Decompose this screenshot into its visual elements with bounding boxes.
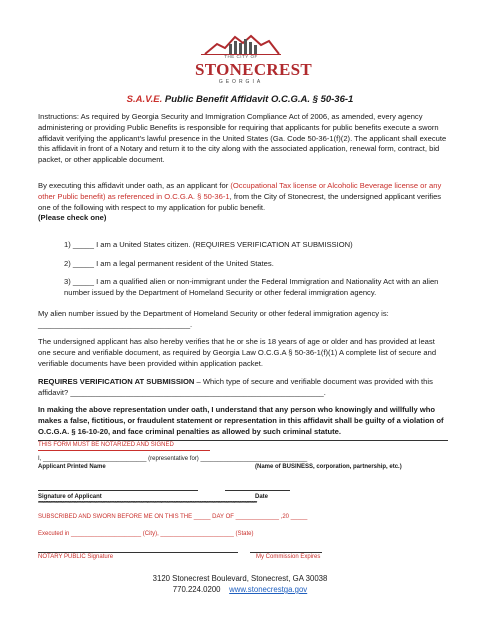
notarized-underline — [38, 450, 210, 451]
instructions-paragraph: Instructions: As required by Georgia Security and Immigration Compliance Act of 2006, as amended, every agency administering or providing Public Benefits is responsible for requiring that applicants for public benefits execute a sworn affidavit verifying the applicant’s lawful presence in the United States (Ga. Code 50-36-1(f)(2). The applicant shall execute this affidavit in front of a Notary and return it to the city along with the associated application, renewal form, contract, bid packet, or other applicable document. — [38, 112, 447, 165]
requires-verification[interactable] — [38, 377, 448, 399]
star-divider: ****************************************************************************************************************************** — [38, 501, 257, 507]
printed-name-label: Applicant Printed Name — [38, 464, 106, 470]
requires-bold: REQUIRES VERIFICATION AT SUBMISSION — [38, 377, 195, 386]
executing-paragraph — [38, 181, 448, 224]
requires-rest: – Which type of secure and verifiable document was provided with this affidavit? ____________________________________________________________. — [38, 377, 433, 397]
check-one: (Please check one) — [38, 213, 107, 223]
age-statement: The undersigned applicant has also hereby verifies that he or she is 18 years of age or older and has provided at least one secure and verifiable document, as required by Georgia Law O.C.G.A § 50-36-1(f)(1) A complete list of secure and verifiable documents have been provided within application packet. — [38, 337, 437, 368]
option-citizen[interactable]: 1) _____ I am a United States citizen. (REQUIRES VERIFICATION AT SUBMISSION) — [64, 240, 353, 249]
business-label: (Name of BUSINESS, corporation, partnership, etc.) — [255, 464, 402, 470]
option-qualified-alien[interactable]: 3) _____ I am a qualified alien or non-immigrant under the Federal Immigration and Nationality Act with an alien number issued by the Department of Homeland Security or other federal immigration agency. — [64, 277, 439, 297]
logo-state: GEORGIA — [218, 79, 264, 85]
footer-contact — [0, 585, 480, 594]
city-logo — [195, 32, 313, 90]
signature-line[interactable] — [38, 490, 198, 491]
executing-post: , from the City of Stonecrest, the undersigned applicant verifies one of the following with respect to my application for public benefit. — [38, 191, 442, 212]
title-rest: Public Benefit Affidavit O.C.G.A. § 50-36-1 — [162, 94, 354, 105]
warning-statement: In making the above representation under oath, I understand that any person who knowingly and willfully who makes a false, fictitious, or fraudulent statement or representation in this affidavit shall be guilty of a violation of O.C.G.A. § 16-10-20, and face criminal penalties as allowed by such criminal statute. — [38, 405, 444, 436]
sworn-line[interactable]: SUBSCRIBED AND SWORN BEFORE ME ON THIS THE _____ DAY OF _____________ ,20 _____ — [38, 514, 308, 520]
page-title — [0, 94, 480, 105]
date-line[interactable] — [225, 490, 290, 491]
logo-name: STONECREST — [195, 60, 313, 79]
notary-signature-label: NOTARY PUBLIC Signature — [38, 554, 114, 560]
notarized-note: THIS FORM MUST BE NOTARIZED AND SIGNED — [38, 442, 174, 448]
commission-label: My Commission Expires — [256, 554, 321, 560]
alien-number-line[interactable]: My alien number issued by the Department of Homeland Security or other federal immigration agency is: ____________________________________. — [38, 309, 389, 329]
footer-phone: 770.224.0200 — [172, 585, 221, 594]
date-label: Date — [255, 494, 269, 500]
signature-label: Signature of Applicant — [38, 494, 102, 500]
logo-city-of: THE CITY OF — [224, 54, 258, 59]
footer-address: 3120 Stonecrest Boulevard, Stonecrest, GA 30038 — [152, 574, 328, 583]
option-permanent-resident[interactable]: 2) _____ I am a legal permanent resident of the United States. — [64, 259, 274, 268]
title-save: S.A.V.E. — [126, 94, 163, 105]
executing-red: (Occupational Tax license or Alcoholic Beverage license or any other Public benefit) as referenced in O.C.G.A. § 50-36-1 — [38, 181, 442, 201]
executed-line[interactable]: Executed in _____________________ (City), ______________________ (State) — [38, 531, 254, 537]
representative-line[interactable]: I, _______________________________ (representative for) ________________________________ — [38, 456, 308, 462]
footer-website-link[interactable]: www.stonecrestga.gov — [229, 585, 308, 594]
skyline-icon — [195, 32, 287, 56]
executing-pre: By executing this affidavit under oath, as an applicant for — [38, 181, 231, 190]
